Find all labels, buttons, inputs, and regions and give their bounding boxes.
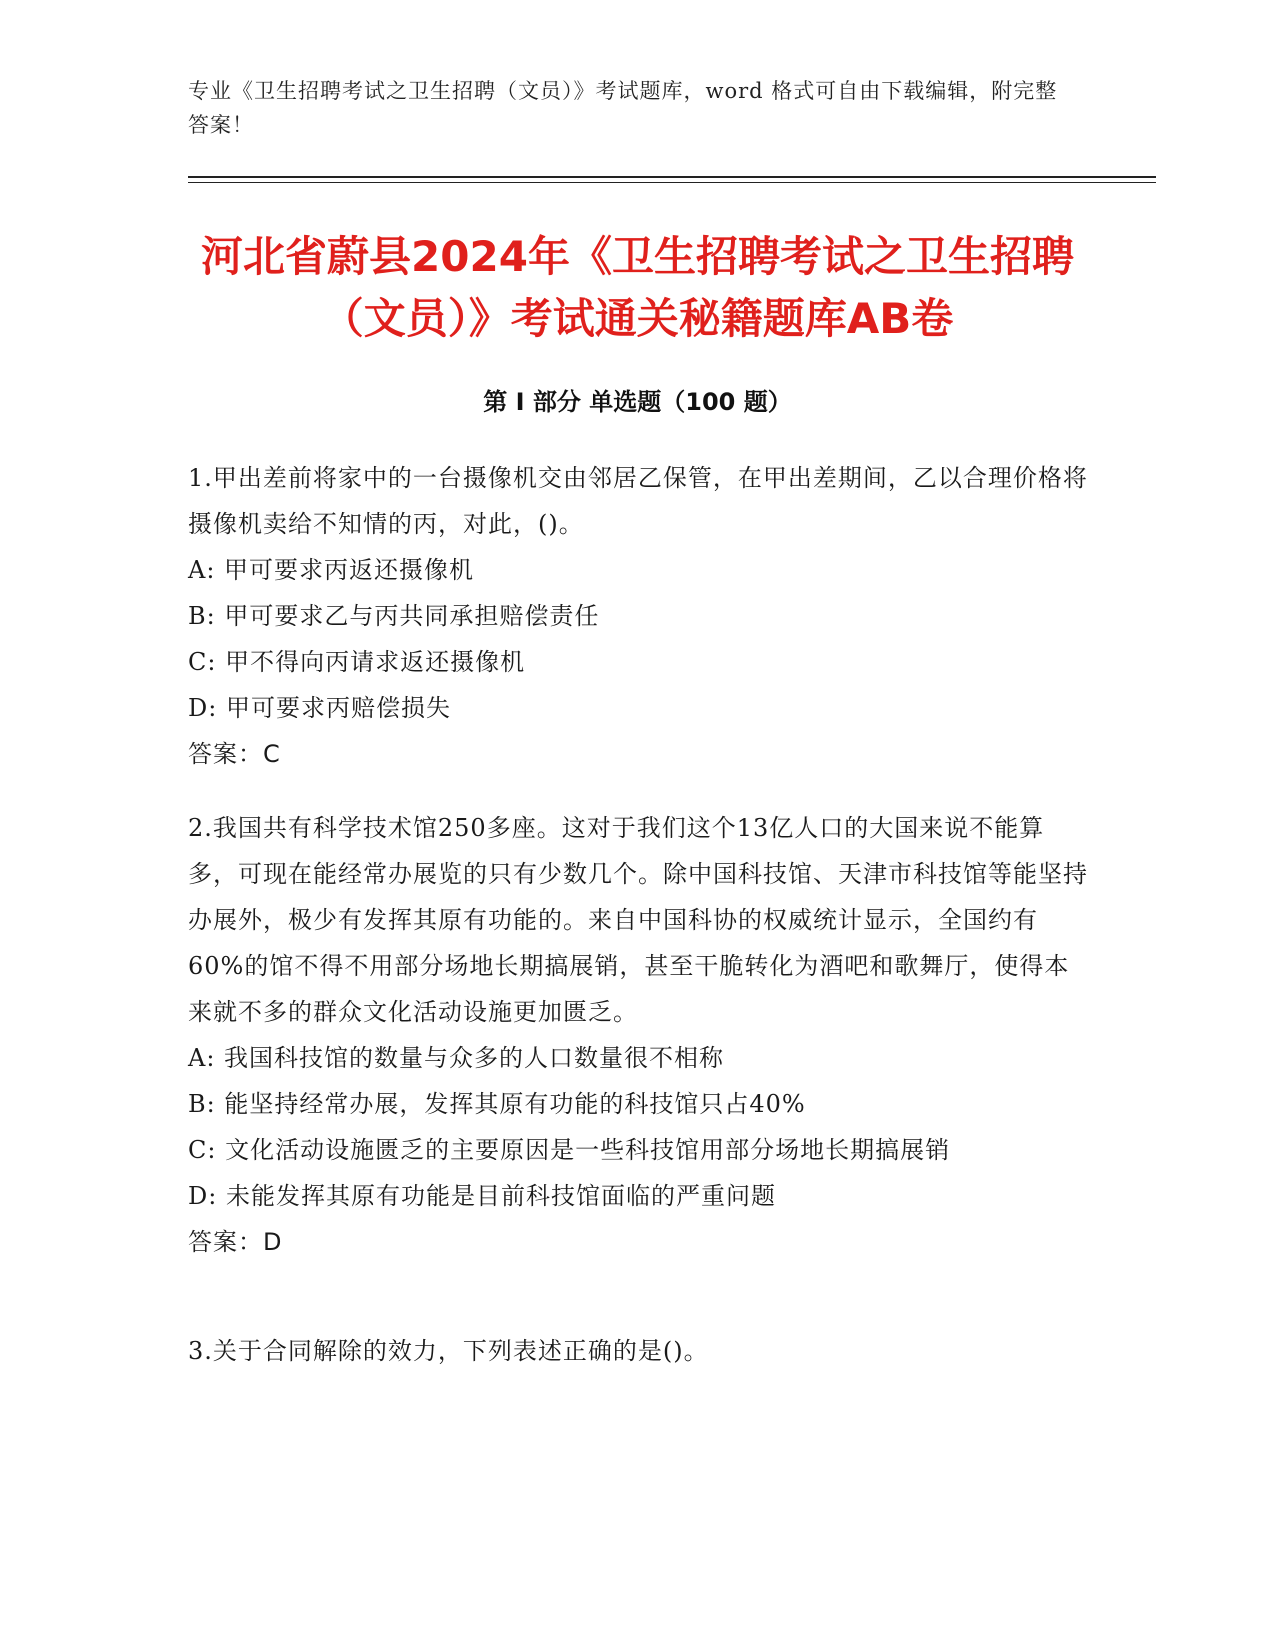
question-1: [188, 455, 1088, 777]
option-c: C: 甲不得向丙请求返还摄像机: [188, 648, 526, 676]
option-c: C: 文化活动设施匮乏的主要原因是一些科技馆用部分场地长期搞展销: [188, 1136, 951, 1164]
question-stem: 3.关于合同解除的效力，下列表述正确的是()。: [188, 1337, 709, 1365]
section-title: 第 I 部分 单选题（100 题）: [483, 388, 792, 416]
question-stem: 1.甲出差前将家中的一台摄像机交由邻居乙保管，在甲出差期间，乙以合理价格将摄像机卖给不知情的丙，对此，()。: [188, 464, 1088, 538]
header-note: 专业《卫生招聘考试之卫生招聘（文员）》考试题库，word 格式可自由下载编辑，附完整答案！: [188, 79, 1058, 137]
option-a: A: 甲可要求丙返还摄像机: [188, 556, 475, 584]
option-a: A: 我国科技馆的数量与众多的人口数量很不相称: [188, 1044, 725, 1072]
option-b: B: 能坚持经常办展，发挥其原有功能的科技馆只占40%: [188, 1090, 806, 1118]
question-stem: 2.我国共有科学技术馆250多座。这对于我们这个13亿人口的大国来说不能算多，可现在能经常办展览的只有少数几个。除中国科技馆、天津市科技馆等能坚持办展外，极少有发挥其原有功能的。来自中国科协的权威统计显示，全国约有60%的馆不得不用部分场地长期搞展销，甚至干脆转化为酒吧和歌舞厅，使得本来就不多的群众文化活动设施更加匮乏。: [188, 814, 1088, 1026]
header-rule-thin: [188, 182, 1156, 183]
option-d: D: 未能发挥其原有功能是目前科技馆面临的严重问题: [188, 1182, 776, 1210]
answer: 答案：C: [188, 740, 281, 768]
option-d: D: 甲可要求丙赔偿损失: [188, 694, 451, 722]
answer: 答案：D: [188, 1228, 283, 1256]
document-title: 河北省蔚县2024年《卫生招聘考试之卫生招聘（文员）》考试通关秘籍题库AB卷: [201, 232, 1074, 343]
question-3: [188, 1328, 1088, 1374]
option-b: B: 甲可要求乙与丙共同承担赔偿责任: [188, 602, 600, 630]
question-2: [188, 805, 1088, 1265]
header-rule: [188, 176, 1156, 178]
